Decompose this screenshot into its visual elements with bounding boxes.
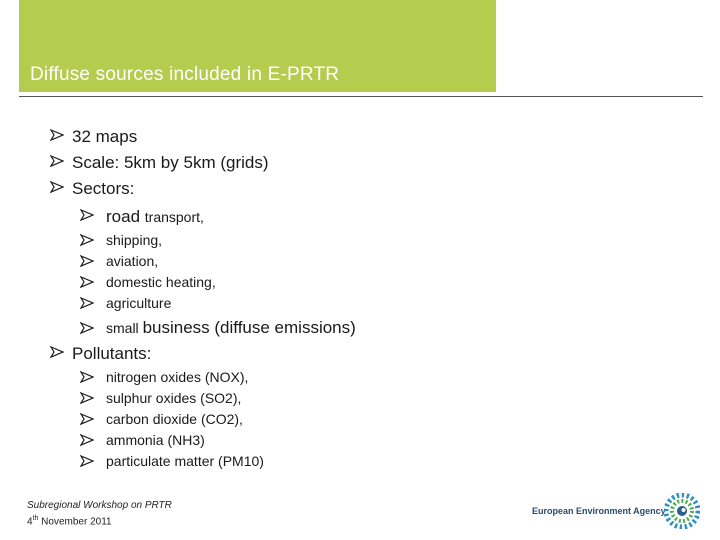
eea-name: European Environment Agency — [532, 506, 666, 516]
arrow-bullet-icon — [80, 411, 94, 427]
arrow-bullet-icon — [80, 453, 94, 469]
arrow-bullet-icon — [80, 295, 94, 311]
sector-small-rest: business (diffuse emissions) — [142, 318, 356, 337]
sector-text: shipping, — [106, 232, 163, 248]
pollutant-text: sulphur oxides (SO2), — [106, 390, 242, 406]
arrow-bullet-icon — [80, 369, 94, 385]
footer-event: Subregional Workshop on PRTR — [27, 500, 172, 511]
sector-road-word: road — [106, 207, 141, 226]
pollutant-text: ammonia (NH3) — [106, 432, 205, 448]
pollutant-text: nitrogen oxides (NOX), — [106, 369, 249, 385]
pollutant-text: carbon dioxide (CO2), — [106, 411, 243, 427]
pollutant-text: particulate matter (PM10) — [106, 453, 264, 469]
sector-text: aviation, — [106, 253, 159, 269]
footer-date: 4th November 2011 — [27, 515, 112, 528]
sector-text: agriculture — [106, 295, 172, 311]
eea-logo-icon — [664, 493, 700, 529]
title-divider — [19, 96, 703, 97]
arrow-bullet-icon — [50, 127, 64, 143]
arrow-bullet-icon — [80, 232, 94, 248]
sector-small-word: small — [106, 320, 139, 336]
arrow-bullet-icon — [50, 344, 64, 360]
arrow-bullet-icon — [50, 179, 64, 195]
bullet-text: Pollutants: — [72, 344, 152, 363]
bullet-text: 32 maps — [72, 127, 138, 146]
sector-road-rest: transport, — [144, 209, 204, 225]
slide-title: Diffuse sources included in E-PRTR — [30, 64, 340, 85]
arrow-bullet-icon — [80, 320, 94, 336]
arrow-bullet-icon — [80, 432, 94, 448]
arrow-bullet-icon — [80, 274, 94, 290]
arrow-bullet-icon — [80, 253, 94, 269]
bullet-text: Sectors: — [72, 179, 135, 198]
arrow-bullet-icon — [50, 153, 64, 169]
arrow-bullet-icon — [80, 207, 94, 223]
bullet-text: Scale: 5km by 5km (grids) — [72, 153, 269, 172]
arrow-bullet-icon — [80, 390, 94, 406]
sector-text: domestic heating, — [106, 274, 216, 290]
